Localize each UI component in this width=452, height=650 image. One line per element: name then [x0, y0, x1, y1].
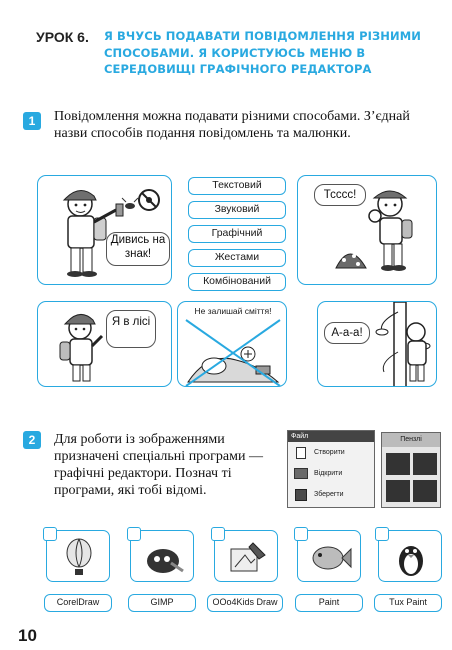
checkbox[interactable]	[211, 527, 225, 541]
brushes-menu-title: Пензлі	[382, 433, 440, 447]
method-sound[interactable]: Звуковий	[188, 201, 286, 219]
checkbox[interactable]	[294, 527, 308, 541]
picture-card-no-litter[interactable]	[177, 301, 287, 387]
brush-icon	[413, 453, 437, 475]
method-graphic[interactable]: Графічний	[188, 225, 286, 243]
picture-card-boy-forest[interactable]	[37, 301, 172, 387]
brush-icon	[413, 480, 437, 502]
brush-icon	[386, 480, 410, 502]
method-text[interactable]: Текстовий	[188, 177, 286, 195]
menu-item-create	[288, 442, 374, 463]
file-menu-title: Файл	[288, 431, 374, 442]
task-number-2: 2	[23, 431, 41, 449]
picture-card-boy-magnifier[interactable]	[297, 175, 437, 285]
app-label-gimp: GIMP	[128, 594, 196, 612]
task-number-1: 1	[23, 112, 41, 130]
gimp-icon	[141, 539, 185, 577]
app-tile-coreldraw[interactable]	[46, 530, 110, 582]
sign-text: Не залишай сміття!	[194, 306, 272, 316]
fish-icon	[308, 541, 352, 575]
app-tile-ooo4kids-draw[interactable]	[214, 530, 278, 582]
balloon-icon	[63, 537, 95, 577]
checkbox[interactable]	[375, 527, 389, 541]
menu-item-save-label: Зберегти	[314, 491, 344, 498]
checkbox[interactable]	[43, 527, 57, 541]
app-tile-paint[interactable]	[297, 530, 361, 582]
method-gestures[interactable]: Жестами	[188, 249, 286, 267]
file-menu-screenshot	[287, 430, 375, 508]
task-2-text: Для роботи із зображеннями призначені спеціальні програми — графічні редактори. Познач ті програми, які тобі відомі.	[54, 432, 263, 498]
menu-item-open-label: Відкрити	[314, 470, 343, 477]
litter-illustration	[178, 302, 287, 387]
app-label-paint: Paint	[295, 594, 363, 612]
new-file-icon	[296, 447, 306, 459]
lesson-label: УРОК 6.	[36, 29, 89, 45]
app-tile-tux-paint[interactable]	[378, 530, 442, 582]
menu-item-create-label: Створити	[314, 449, 345, 456]
brushes-menu-screenshot	[381, 432, 441, 508]
brush-icon	[386, 453, 410, 475]
speech-bubble: Дивись на знак!	[106, 232, 170, 266]
tux-icon	[393, 537, 429, 579]
picture-card-boy-tree[interactable]	[317, 301, 437, 387]
app-label-ooo4kids-draw: OOo4Kids Draw	[207, 594, 283, 612]
menu-item-save	[288, 484, 374, 505]
page-number: 10	[18, 626, 37, 645]
open-folder-icon	[294, 468, 308, 479]
app-label-tux-paint: Tux Paint	[374, 594, 442, 612]
ooo4kids-draw-icon	[227, 539, 267, 577]
speech-bubble: А-а-а!	[324, 322, 370, 344]
menu-item-open	[288, 463, 374, 484]
boy-tree-illustration	[318, 302, 437, 387]
boy-sign-illustration	[38, 176, 172, 285]
picture-card-boy-sign[interactable]	[37, 175, 172, 285]
speech-bubble: Я в лісі	[106, 310, 156, 348]
task-1-text: Повідомлення можна подавати різними способами. З’єднай назви способів подання повідомлень та малюнки.	[54, 109, 410, 141]
checkbox[interactable]	[127, 527, 141, 541]
app-label-coreldraw: CorelDraw	[44, 594, 112, 612]
app-tile-gimp[interactable]	[130, 530, 194, 582]
save-disk-icon	[295, 489, 307, 501]
speech-bubble: Тсссс!	[314, 184, 366, 206]
method-combined[interactable]: Комбінований	[188, 273, 286, 291]
lesson-title: Я ВЧУСЬ ПОДАВАТИ ПОВІДОМЛЕННЯ РІЗНИМИ СПОСОБАМИ. Я КОРИСТУЮСЬ МЕНЮ В СЕРЕДОВИЩІ ГРАФІЧНОГО РЕДАКТОРА	[104, 29, 421, 76]
